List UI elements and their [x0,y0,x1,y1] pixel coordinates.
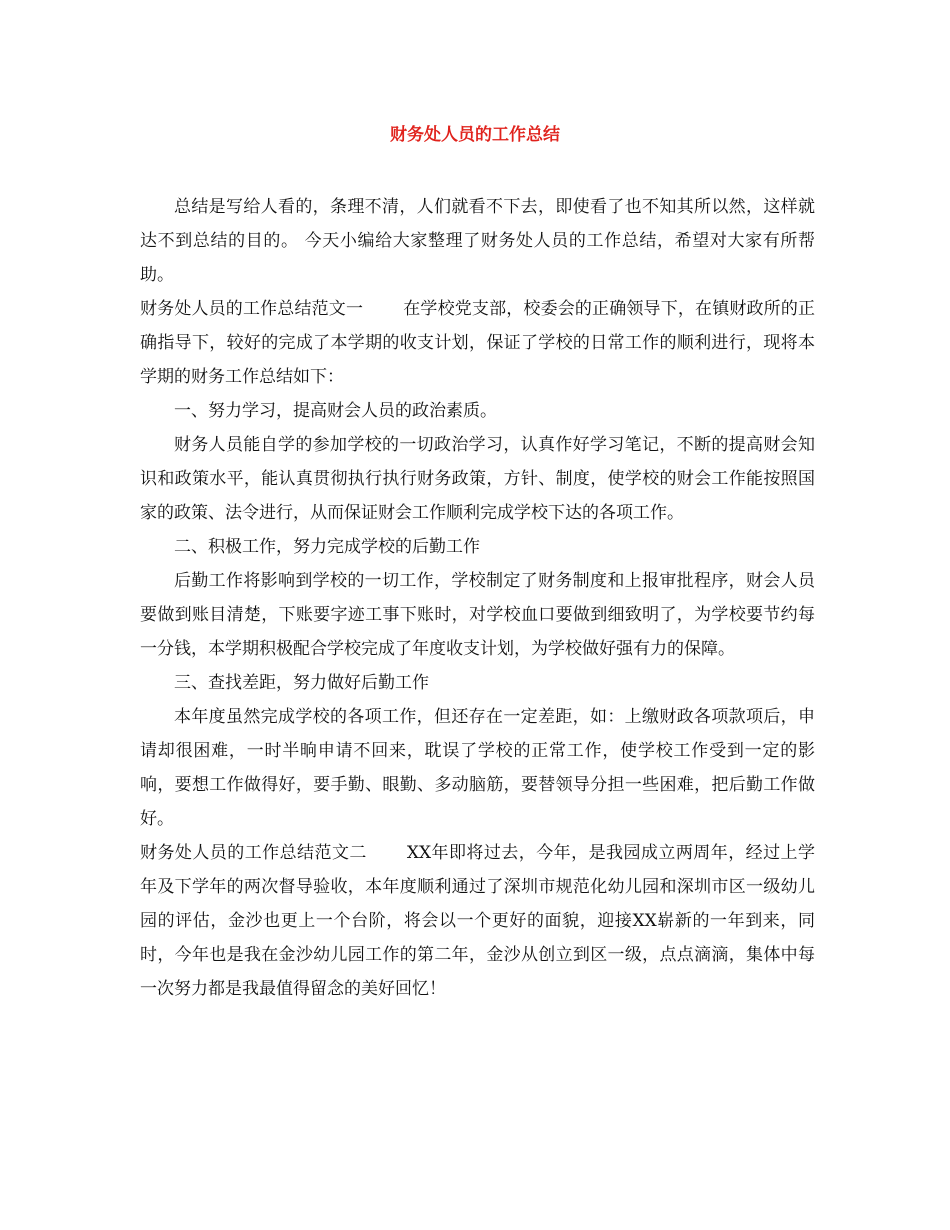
sample-two-paragraph [140,836,815,1006]
section-three-text: 本年度虽然完成学校的各项工作，但还存在一定差距，如：上缴财政各项款项后，申请却很困难，一时半晌申请不回来，耽误了学校的正常工作，使学校工作受到一定的影响，要想工作做得好，要手勤、眼勤、多动脑筋，要替领导分担一些困难，把后勤工作做好。 [140,707,815,829]
sample-one-text: 在学校党支部，校委会的正确领导下，在镇财政所的正确指导下，较好的完成了本学期的收支计划，保证了学校的日常工作的顺利进行，现将本学期的财务工作总结如下： [140,299,816,387]
sample-one-paragraph [140,292,815,394]
intro-paragraph: 总结是写给人看的，条理不清，人们就看不下去，即使看了也不知其所以然，这样就达不到总结的目的。 今天小编给大家整理了财务处人员的工作总结，希望对大家有所帮助。 [140,197,815,285]
document-title: 财务处人员的工作总结 [390,125,560,145]
section-two-heading: 二、积极工作，努力完成学校的后勤工作 [174,537,480,557]
section-two-text: 后勤工作将影响到学校的一切工作，学校制定了财务制度和上报审批程序，财会人员要做到账目清楚，下账要字迹工事下账时，对学校血口要做到细致明了，为学校要节约每一分钱，本学期积极配合学校完成了年度收支计划，为学校做好强有力的保障。 [140,571,815,659]
section-three-heading: 三、查找差距，努力做好后勤工作 [174,673,429,693]
sample-one-label: 财务处人员的工作总结范文一 [140,299,364,319]
document-body [140,190,815,1006]
sample-two-text: XX年即将过去，今年，是我园成立两周年，经过上学年及下学年的两次督导验收，本年度顺利通过了深圳市规范化幼儿园和深圳市区一级幼儿园的评估，金沙也更上一个台阶，将会以一个更好的面貌，迎接XX崭新的一年到来，同时，今年也是我在金沙幼儿园工作的第二年，金沙从创立到区一级，点点滴滴，集体中每一次努力都是我最值得留念的美好回忆！ [140,843,815,999]
section-one-text: 财务人员能自学的参加学校的一切政治学习，认真作好学习笔记，不断的提高财会知识和政策水平，能认真贯彻执行执行财务政策，方针、制度，使学校的财会工作能按照国家的政策、法令进行，从而保证财会工作顺利完成学校下达的各项工作。 [140,435,815,523]
sample-two-label: 财务处人员的工作总结范文二 [140,843,367,863]
section-one-heading: 一、努力学习，提高财会人员的政治素质。 [174,401,497,421]
